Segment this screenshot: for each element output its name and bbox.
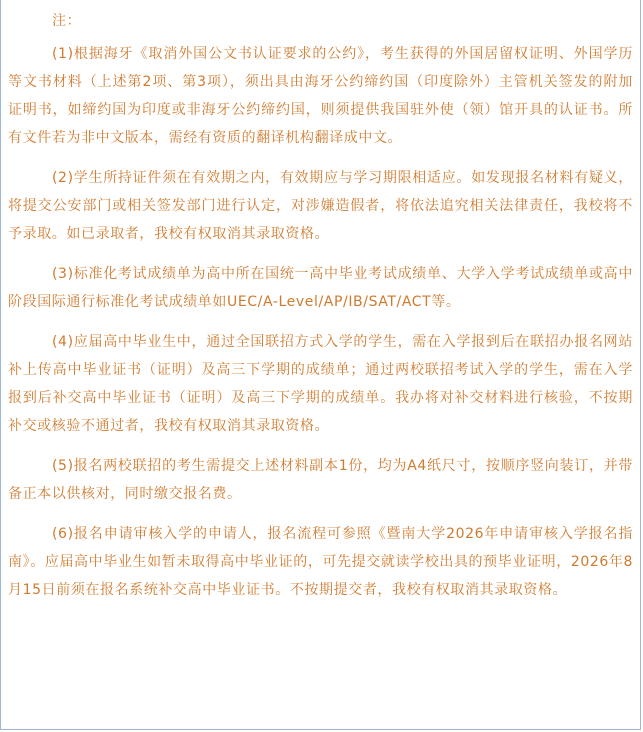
note-item-6: (6)报名申请审核入学的申请人，报名流程可参照《暨南大学2026年申请审核入学报名指南》。应届高中毕业生如暂未取得高中毕业证的，可先提交就读学校出具的预毕业证明，2026年8月15日前须在报名系统补交高中毕业证书。不按期提交者，我校有权取消其录取资格。: [8, 526, 633, 598]
note-item-5: (5)报名两校联招的考生需提交上述材料副本1份，均为A4纸尺寸，按顺序竖向装订，并带备正本以供核对，同时缴交报名费。: [8, 458, 633, 502]
note-item-1: (1)根据海牙《取消外国公文书认证要求的公约》，考生获得的外国居留权证明、外国学历等文书材料（上述第2项、第3项），须出具由海牙公约缔约国（印度除外）主管机关签发的附加证明书，如缔约国为印度或非海牙公约缔约国，则须提供我国驻外使（领）馆开具的认证书。所有文件若为非中文版本，需经有资质的翻译机构翻译成中文。: [8, 46, 633, 146]
note-item-3: (3)标准化考试成绩单为高中所在国统一高中毕业考试成绩单、大学入学考试成绩单或高中阶段国际通行标准化考试成绩单如UEC/A-Level/AP/IB/SAT/ACT等。: [8, 266, 633, 310]
note-item-4: (4)应届高中毕业生中，通过全国联招方式入学的学生，需在入学报到后在联招办报名网站补上传高中毕业证书（证明）及高三下学期的成绩单；通过两校联招考试入学的学生，需在入学报到后补交高中毕业证书（证明）及高三下学期的成绩单。我办将对补交材料进行核验，不按期补交或核验不通过者，我校有权取消其录取资格。: [8, 334, 633, 434]
note-item-2: (2)学生所持证件须在有效期之内，有效期应与学习期限相适应。如发现报名材料有疑义，将提交公安部门或相关签发部门进行认定，对涉嫌造假者，将依法追究相关法律责任，我校将不予录取。如已录取者，我校有权取消其录取资格。: [8, 170, 633, 242]
note-heading: 注：: [52, 13, 82, 29]
